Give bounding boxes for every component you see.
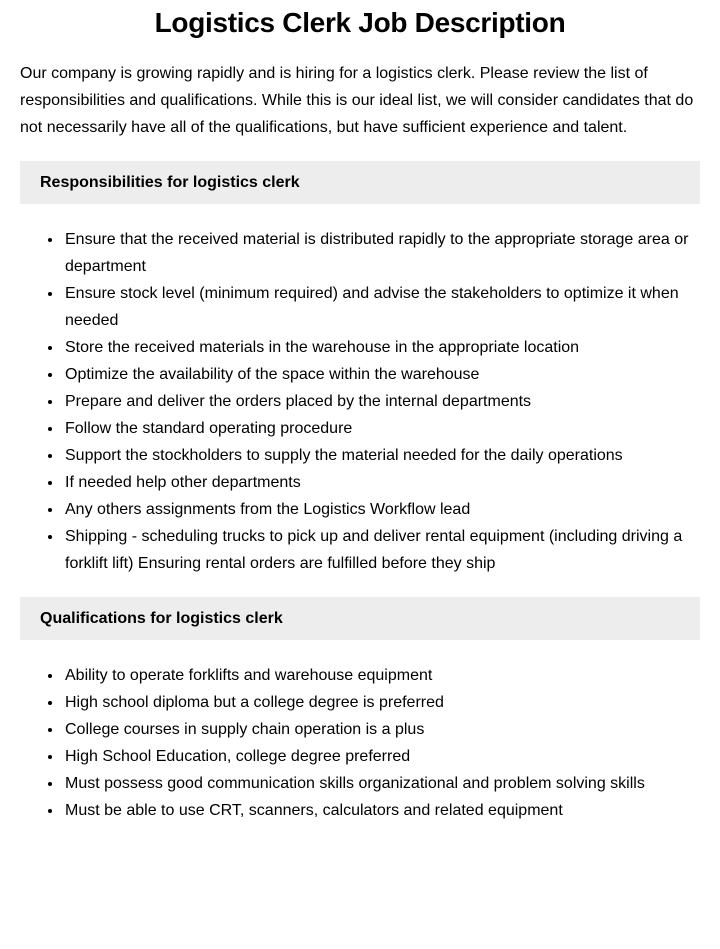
section-heading-text: Qualifications for logistics clerk <box>40 609 283 627</box>
list-item: • Follow the standard operating procedure <box>63 415 700 442</box>
section-header-qualifications <box>20 597 700 640</box>
section-header-responsibilities <box>20 161 700 204</box>
list-item: • Store the received materials in the warehouse in the appropriate location <box>63 334 700 361</box>
list-item: • High school diploma but a college degree is preferred <box>63 689 700 716</box>
list-item: • College courses in supply chain operation is a plus <box>63 716 700 743</box>
list-item: • Prepare and deliver the orders placed by the internal departments <box>63 388 700 415</box>
qualifications-list <box>20 662 700 824</box>
list-item: • Must be able to use CRT, scanners, calculators and related equipment <box>63 797 700 824</box>
section-heading-text: Responsibilities for logistics clerk <box>40 173 300 191</box>
list-item: • Must possess good communication skills organizational and problem solving skills <box>63 770 700 797</box>
list-item: • If needed help other departments <box>63 469 700 496</box>
list-item: • Ability to operate forklifts and warehouse equipment <box>63 662 700 689</box>
list-item: • High School Education, college degree preferred <box>63 743 700 770</box>
intro-paragraph: Our company is growing rapidly and is hiring for a logistics clerk. Please review the list of responsibilities and qualifications. While this is our ideal list, we will consider candidates that do not necessarily have all of the qualifications, but have sufficient experience and talent. <box>20 65 694 136</box>
list-item: • Support the stockholders to supply the material needed for the daily operations <box>63 442 700 469</box>
page-title: Logistics Clerk Job Description <box>154 7 566 38</box>
list-item: • Ensure stock level (minimum required) and advise the stakeholders to optimize it when needed <box>63 280 700 334</box>
list-item: • Optimize the availability of the space within the warehouse <box>63 361 700 388</box>
list-item: • Any others assignments from the Logistics Workflow lead <box>63 496 700 523</box>
responsibilities-list <box>20 226 700 577</box>
list-item: • Shipping - scheduling trucks to pick up and deliver rental equipment (including driving a forklift lift) Ensuring rental orders are fulfilled before they ship <box>63 523 700 577</box>
list-item: • Ensure that the received material is distributed rapidly to the appropriate storage area or department <box>63 226 700 280</box>
